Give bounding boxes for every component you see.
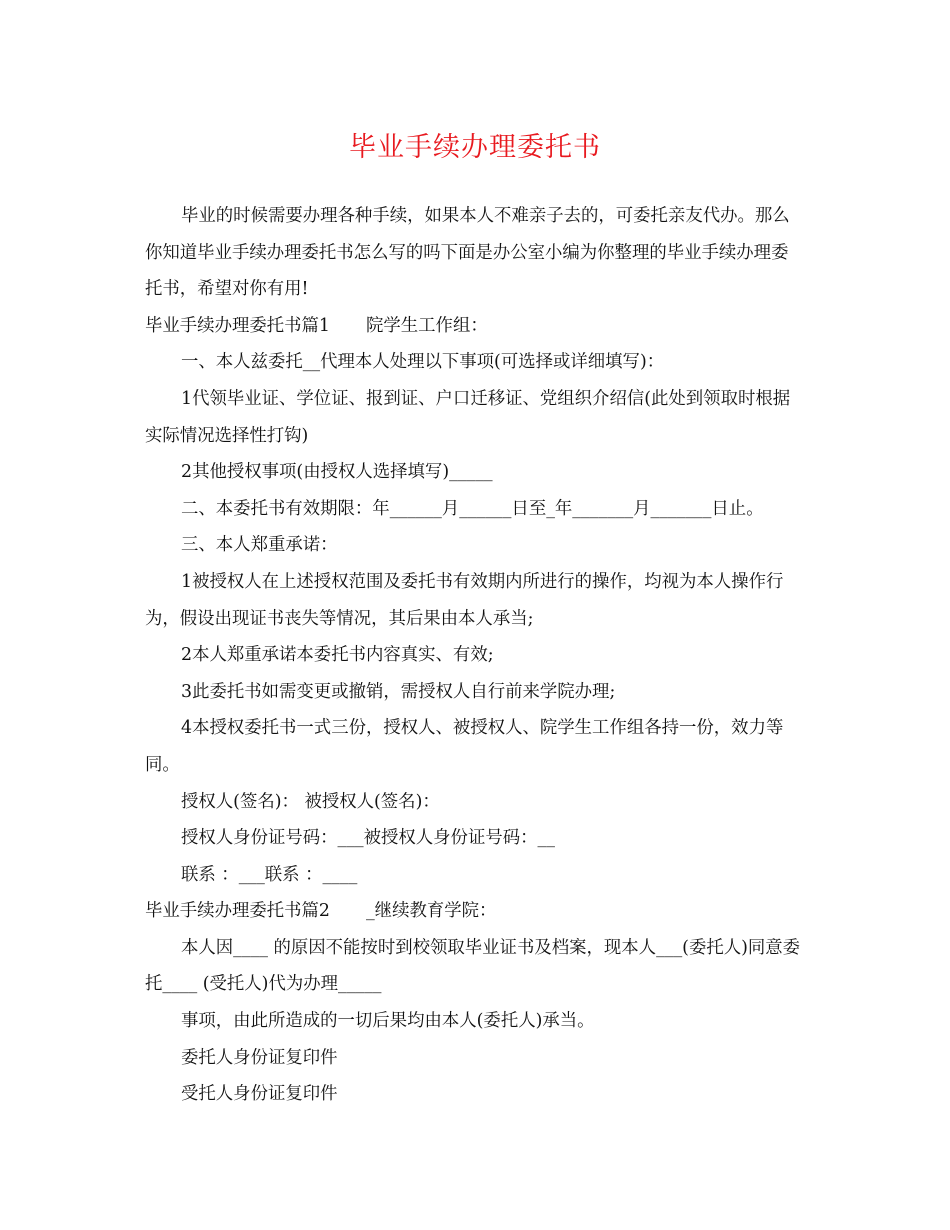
section1-signatures: 授权人(签名)： 被授权人(签名)： — [181, 791, 440, 812]
document-title: 毕业手续办理委托书 — [349, 132, 601, 163]
section2-paragraph-1: 本人因____ 的原因不能按时到校领取毕业证书及档案，现本人___(委托人)同意委托____ (受托人)代为办理_____ — [145, 937, 801, 995]
section1-clause-2: 二、本委托书有效期限：年______月______日至_年_______月_______日止。 — [181, 498, 764, 519]
section2-paragraph-2: 事项，由此所造成的一切后果均由本人(委托人)承当。 — [181, 1011, 595, 1032]
section1-id-numbers: 授权人身份证号码：___被授权人身份证号码：__ — [181, 828, 555, 849]
section2-attachment-2: 受托人身份证复印件 — [181, 1084, 338, 1105]
intro-paragraph: 毕业的时候需要办理各种手续，如果本人不难亲子去的，可委托亲友代办。那么你知道毕业手续办理委托书怎么写的吗下面是办公室小编为你整理的毕业手续办理委托书，希望对你有用! — [145, 206, 790, 300]
section1-heading: 毕业手续办理委托书篇1 — [145, 315, 330, 336]
section1-clause-1: 一、本人兹委托__代理本人处理以下事项(可选择或详细填写)： — [181, 352, 665, 373]
section1-clause-3: 三、本人郑重承诺： — [181, 535, 338, 556]
section1-item-1: 1代领毕业证、学位证、报到证、户口迁移证、党组织介绍信(此处到领取时根据实际情况选择性打钩) — [145, 388, 791, 446]
section1-addressee: 院学生工作组： — [365, 315, 488, 336]
section1-item-2: 2其他授权事项(由授权人选择填写)_____ — [181, 462, 493, 483]
section2-addressee: _继续教育学院： — [365, 901, 497, 922]
section1-promise-2: 2本人郑重承诺本委托书内容真实、有效; — [181, 645, 494, 666]
section1-promise-1: 1被授权人在上述授权范围及委托书有效期内所进行的操作，均视为本人操作行为，假设出现证书丧失等情况，其后果由本人承当; — [145, 571, 784, 629]
section2-attachment-1: 委托人身份证复印件 — [181, 1047, 338, 1068]
section1-promise-4: 4本授权委托书一式三份，授权人、被授权人、院学生工作组各持一份，效力等同。 — [145, 718, 784, 775]
document-body — [145, 198, 805, 1113]
section2-heading: 毕业手续办理委托书篇2 — [145, 901, 330, 922]
section2-heading-line — [145, 893, 805, 930]
section1-contacts: 联系 ：___联系 ：____ — [181, 864, 358, 885]
section1-promise-3: 3此委托书如需变更或撤销，需授权人自行前来学院办理; — [181, 681, 616, 702]
section1-heading-line — [145, 308, 805, 345]
